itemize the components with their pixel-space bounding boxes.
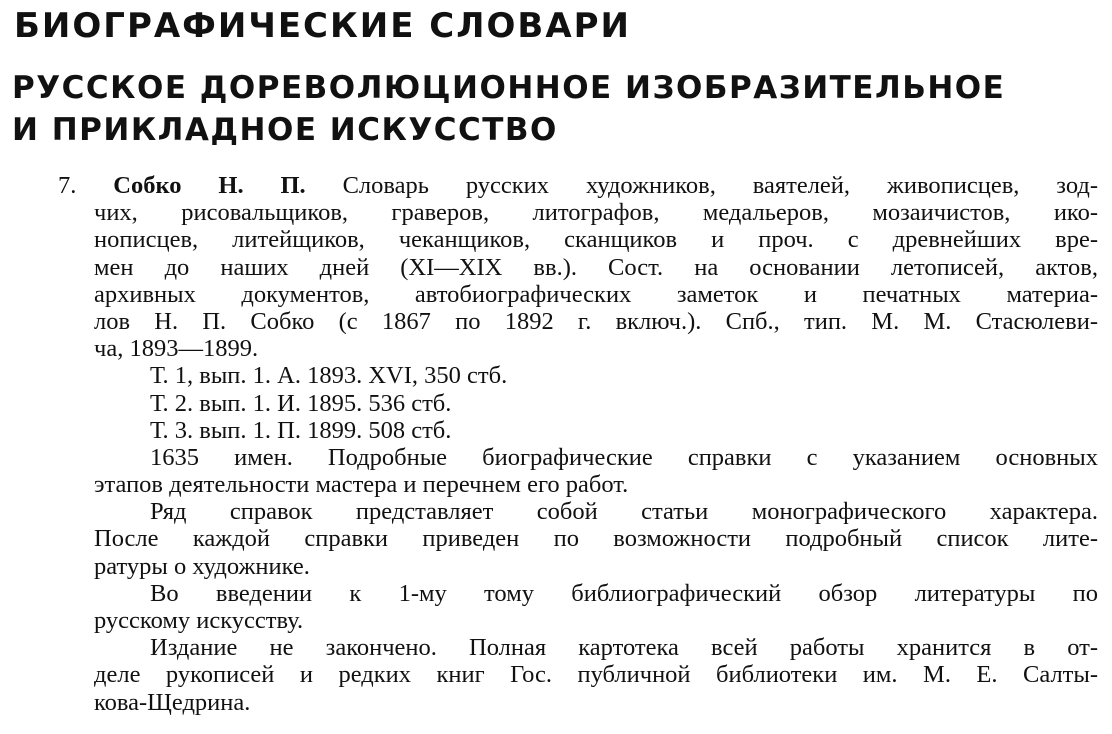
note-line: Во введении к 1-му тому библиографический обзор литературы по bbox=[150, 579, 1098, 607]
note-line: русскому искусству. bbox=[94, 607, 304, 634]
entry-author: Собко Н. П. bbox=[113, 172, 306, 199]
note-line: ратуры о художнике. bbox=[94, 552, 310, 580]
section-heading: БИОГРАФИЧЕСКИЕ СЛОВАРИ bbox=[14, 6, 632, 46]
note-line: Издание не закончено. Полная картотека всей работы хранится в от- bbox=[150, 634, 1098, 662]
volume-line: Т. 3. вып. 1. П. 1899. 508 стб. bbox=[150, 416, 452, 444]
bibliography-entry bbox=[58, 172, 1098, 716]
note-line: После каждой справки приведен по возможности подробный список лите- bbox=[94, 525, 1098, 553]
entry-number: 7. bbox=[58, 172, 77, 199]
subsection-heading-line-2: И ПРИКЛАДНОЕ ИСКУССТВО bbox=[12, 112, 558, 148]
volume-line: Т. 2. вып. 1. И. 1895. 536 стб. bbox=[150, 389, 452, 417]
entry-text-line: архивных документов, автобиографических заметок и печатных материа- bbox=[94, 280, 1098, 308]
note-line: кова-Щедрина. bbox=[94, 688, 251, 716]
entry-text-line: Словарь русских художников, ваятелей, живописцев, зод- bbox=[342, 172, 1098, 199]
volume-line: Т. 1, вып. 1. А. 1893. XVI, 350 стб. bbox=[150, 362, 508, 390]
entry-first-line bbox=[58, 172, 1098, 199]
entry-text-line: лов Н. П. Собко (с 1867 по 1892 г. включ.). Спб., тип. М. М. Стасюлеви- bbox=[94, 307, 1098, 335]
entry-text-line: мен до наших дней (XI—XIX вв.). Сост. на основании летописей, актов, bbox=[94, 253, 1098, 281]
entry-text-line: чих, рисовальщиков, граверов, литографов, медальеров, мозаичистов, ико- bbox=[94, 199, 1098, 227]
note-line: этапов деятельности мастера и перечнем его работ. bbox=[94, 471, 629, 499]
entry-text-line: ча, 1893—1899. bbox=[94, 335, 259, 363]
note-line: Ряд справок представляет собой статьи монографического характера. bbox=[150, 498, 1098, 526]
note-line: 1635 имен. Подробные биографические справки с указанием основных bbox=[150, 443, 1098, 471]
note-line: деле рукописей и редких книг Гос. публичной библиотеки им. М. Е. Салты- bbox=[94, 661, 1098, 689]
subsection-heading-line-1: РУССКОЕ ДОРЕВОЛЮЦИОННОЕ ИЗОБРАЗИТЕЛЬНОЕ bbox=[12, 70, 1006, 106]
entry-text-line: нописцев, литейщиков, чеканщиков, сканщиков и проч. с древнейших вре- bbox=[94, 226, 1098, 254]
